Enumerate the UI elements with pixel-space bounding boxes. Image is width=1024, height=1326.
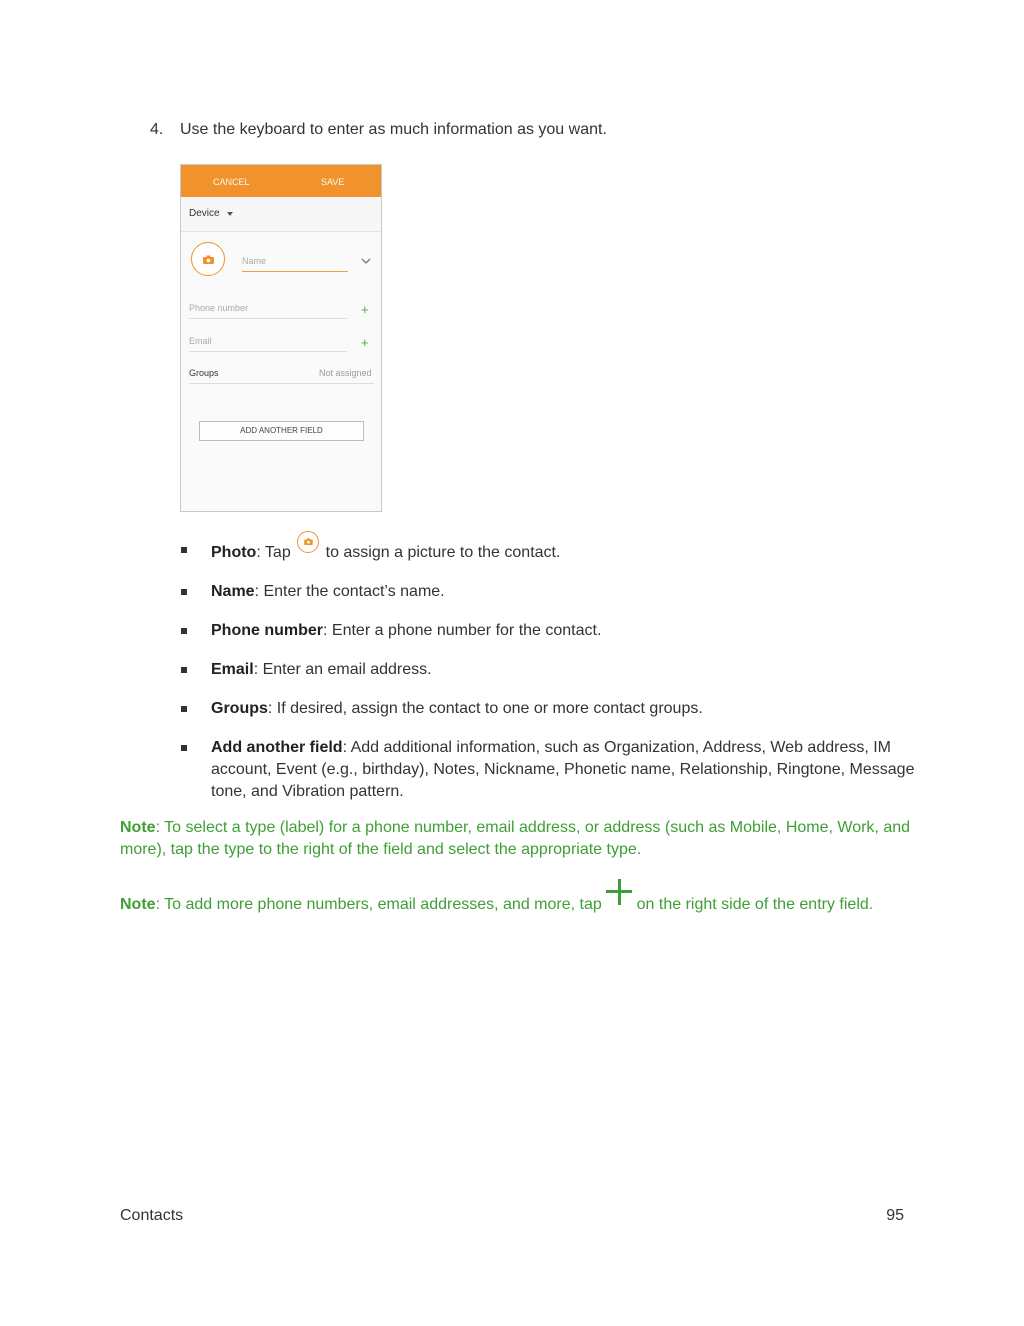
- bullet-term: Phone number: [211, 622, 324, 639]
- note-label: Note: [120, 819, 156, 836]
- bullet-photo: [181, 539, 921, 564]
- bullet-text: : Tap: [256, 544, 296, 561]
- bullet-groups: [181, 698, 921, 720]
- bullet-icon: [181, 745, 187, 751]
- device-label: Device: [189, 208, 220, 219]
- storage-selector[interactable]: [181, 197, 381, 232]
- camera-icon: [203, 255, 214, 264]
- bullet-email: [181, 659, 921, 681]
- groups-label[interactable]: Groups: [189, 368, 219, 378]
- bullet-icon: [181, 589, 187, 595]
- action-bar: [181, 165, 381, 197]
- bullet-term: Email: [211, 661, 254, 678]
- save-button[interactable]: SAVE: [321, 177, 345, 187]
- bullet-term: Name: [211, 583, 255, 600]
- bullet-text: : If desired, assign the contact to one or more contact groups.: [267, 700, 703, 717]
- plus-icon: [606, 879, 632, 905]
- add-email-icon[interactable]: +: [361, 335, 369, 350]
- bullet-text: : Enter a phone number for the contact.: [323, 622, 602, 639]
- step-4: [150, 121, 607, 139]
- photo-button[interactable]: [191, 242, 225, 276]
- note-label: Note: [120, 896, 156, 913]
- footer-section: Contacts: [120, 1207, 184, 1224]
- bullet-term: Groups: [211, 700, 268, 717]
- bullet-text: : Add additional information, such as Organization, Address, Web address, IM account, Event (e.g., birthday), Notes, Nickname, Phonetic name, Relationship, Ringtone, Message tone, and Vibration pattern.: [211, 739, 915, 800]
- note-text: : To add more phone numbers, email addresses, and more, tap: [155, 896, 607, 913]
- phone-screenshot: [180, 164, 382, 512]
- camera-icon: [297, 531, 319, 553]
- name-underline: [242, 271, 348, 272]
- bullet-text: : Enter an email address.: [253, 661, 432, 678]
- groups-underline: [189, 383, 374, 384]
- bullet-term: Photo: [211, 544, 257, 561]
- bullet-text: to assign a picture to the contact.: [321, 544, 561, 561]
- chevron-down-icon[interactable]: [361, 258, 371, 265]
- bullet-icon: [181, 628, 187, 634]
- note-add-more: [120, 885, 910, 916]
- bullet-text: : Enter the contact’s name.: [254, 583, 445, 600]
- phone-underline: [189, 318, 347, 319]
- phone-number-input[interactable]: Phone number: [189, 303, 249, 313]
- email-underline: [189, 351, 347, 352]
- bullet-term: Add another field: [211, 739, 343, 756]
- bullet-icon: [181, 547, 187, 553]
- note-text: : To select a type (label) for a phone number, email address, or address (such as Mobile, Home, Work, and more), tap the type to the right of the field and select the appropriate type.: [120, 819, 911, 858]
- bullet-name: [181, 581, 921, 603]
- note-text: on the right side of the entry field.: [632, 896, 874, 913]
- page-number: 95: [886, 1207, 904, 1224]
- note-label-type: [120, 817, 910, 861]
- cancel-button[interactable]: CANCEL: [213, 177, 250, 187]
- bullet-phone-number: [181, 620, 921, 642]
- name-input[interactable]: Name: [242, 256, 267, 266]
- dropdown-arrow-icon: [227, 212, 233, 216]
- bullet-icon: [181, 706, 187, 712]
- email-input[interactable]: Email: [189, 336, 212, 346]
- groups-value[interactable]: Not assigned: [319, 368, 372, 378]
- add-phone-icon[interactable]: +: [361, 302, 369, 317]
- add-another-field-button[interactable]: ADD ANOTHER FIELD: [199, 421, 364, 441]
- step-text: Use the keyboard to enter as much information as you want.: [180, 121, 607, 138]
- bullet-add-another-field: [181, 737, 921, 803]
- step-number: 4.: [150, 121, 164, 138]
- field-descriptions: [181, 539, 921, 820]
- bullet-icon: [181, 667, 187, 673]
